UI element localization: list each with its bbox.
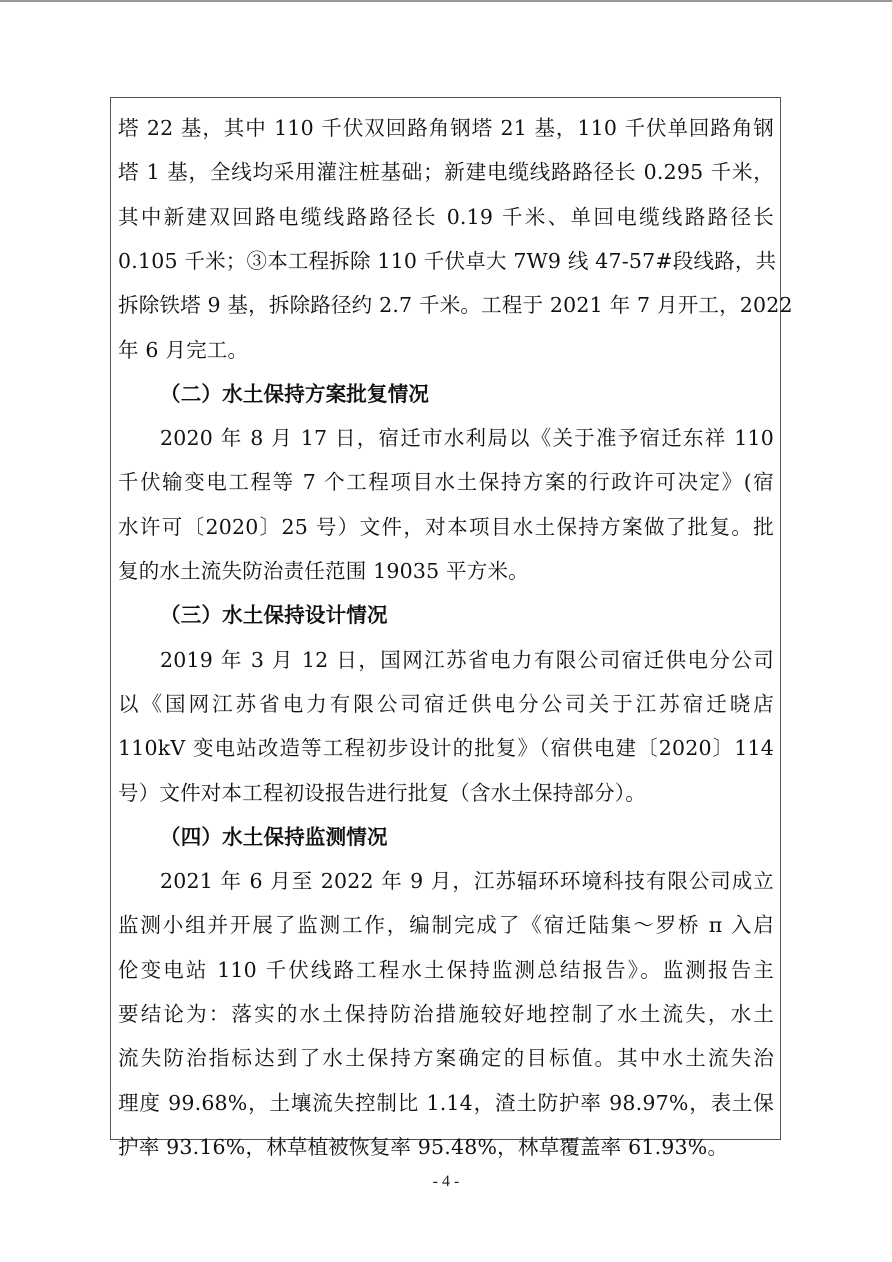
text-line: 以《国网江苏省电力有限公司宿迁供电分公司关于江苏宿迁晓店 <box>118 691 774 716</box>
text-line: 2019 年 3 月 12 日，国网江苏省电力有限公司宿迁供电分公司 <box>160 647 774 672</box>
section-heading: （四）水土保持监测情况 <box>160 824 388 849</box>
text-line: 千伏输变电工程等 7 个工程项目水土保持方案的行政许可决定》(宿 <box>118 470 774 495</box>
text-line: 流失防治指标达到了水土保持方案确定的目标值。其中水土流失治 <box>118 1046 774 1071</box>
text-line: 水许可〔2020〕25 号）文件，对本项目水土保持方案做了批复。批 <box>118 514 774 539</box>
text-line: 塔 22 基，其中 110 千伏双回路角钢塔 21 基，110 千伏单回路角钢 <box>118 116 774 140</box>
text-line: 伦变电站 110 千伏线路工程水土保持监测总结报告》。监测报告主 <box>118 957 774 982</box>
text-line: 复的水土流失防治责任范围 19035 平方米。 <box>118 559 529 583</box>
text-line: 理度 99.68%，土壤流失控制比 1.14，渣土防护率 98.97%，表土保 <box>118 1090 774 1115</box>
text-line: 年 6 月完工。 <box>118 337 249 362</box>
text-line: 护率 93.16%，林草植被恢复率 95.48%，林草覆盖率 61.93%。 <box>118 1134 729 1159</box>
text-line: 要结论为：落实的水土保持防治措施较好地控制了水土流失，水土 <box>118 1002 774 1026</box>
section-heading: （二）水土保持方案批复情况 <box>160 381 430 406</box>
text-line: 2020 年 8 月 17 日，宿迁市水利局以《关于准予宿迁东祥 110 <box>160 426 774 451</box>
text-line: 2021 年 6 月至 2022 年 9 月，江苏辐环环境科技有限公司成立 <box>160 869 774 894</box>
text-line: 0.105 千米；③本工程拆除 110 千伏卓大 7W9 线 47-57#段线路，共 <box>118 248 777 273</box>
top-border-line <box>0 0 892 2</box>
text-line: 号）文件对本工程初设报告进行批复（含水土保持部分）。 <box>118 780 646 805</box>
text-line: 拆除铁塔 9 基，拆除路径约 2.7 千米。工程于 2021 年 7 月开工，2022 <box>118 293 793 318</box>
text-line: 其中新建双回路电缆线路路径长 0.19 千米、单回电缆线路路径长 <box>118 204 774 229</box>
page-number: - 4 - <box>432 1173 460 1190</box>
text-line: 塔 1 基，全线均采用灌注桩基础；新建电缆线路路径长 0.295 千米， <box>118 160 774 185</box>
text-line: 110kV 变电站改造等工程初步设计的批复》（宿供电建〔2020〕114 <box>118 736 774 761</box>
section-heading: （三）水土保持设计情况 <box>160 603 388 628</box>
text-line: 监测小组并开展了监测工作，编制完成了《宿迁陆集～罗桥 π 入启 <box>118 913 774 938</box>
